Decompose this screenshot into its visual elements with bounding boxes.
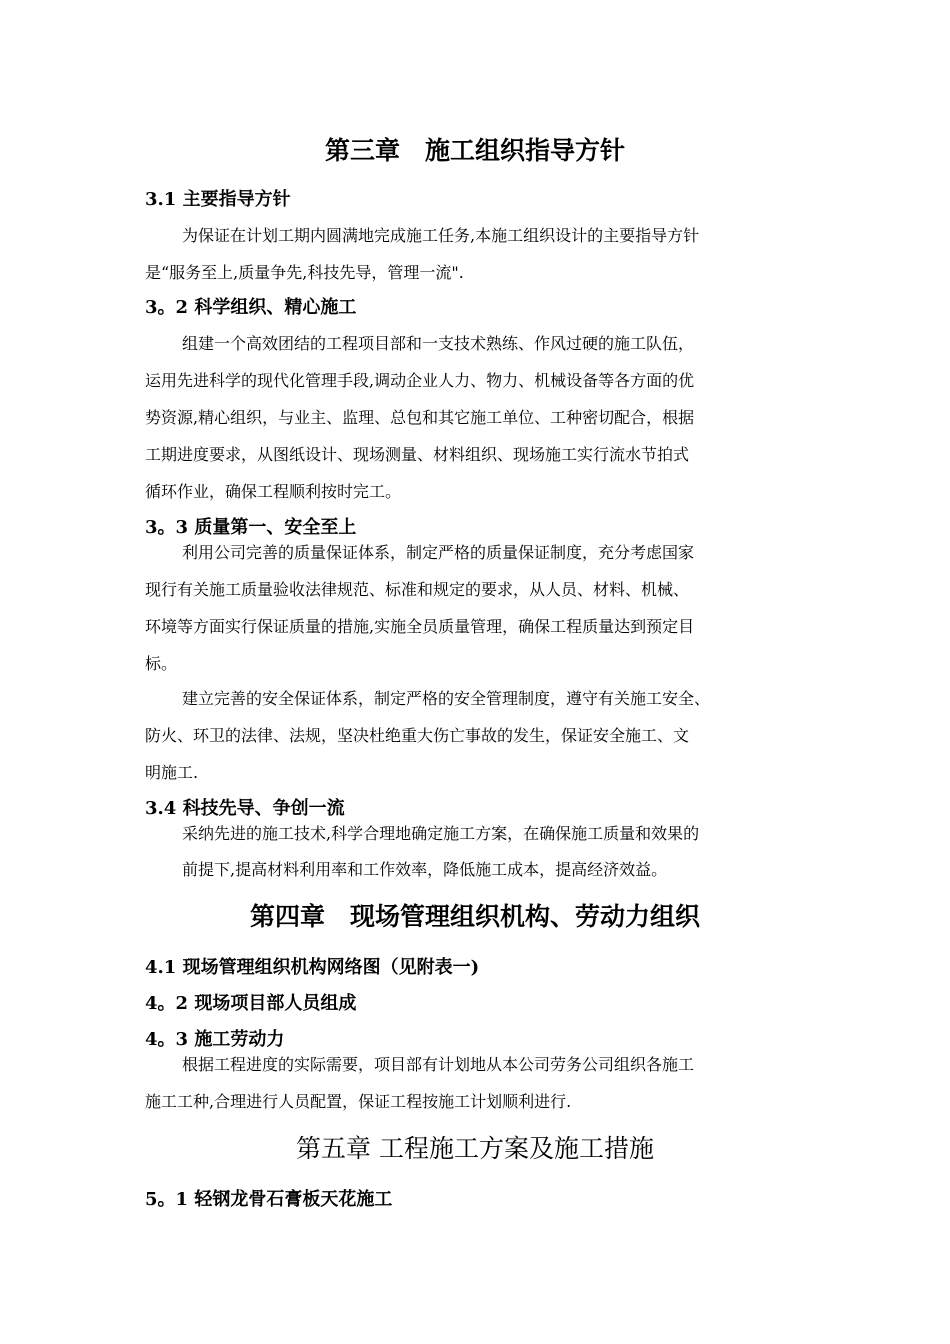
section-3-3-line: 现行有关施工质量验收法律规范、标准和规定的要求，从人员、材料、机械、 <box>145 580 690 599</box>
section-3-3-line: 环境等方面实行保证质量的措施,实施全员质量管理，确保工程质量达到预定目 <box>145 617 695 636</box>
section-3-3-line: 利用公司完善的质量保证体系，制定严格的质量保证制度，充分考虑国家 <box>182 543 695 562</box>
section-3-4-line: 前提下,提高材料利用率和工作效率，降低施工成本，提高经济效益。 <box>182 860 668 879</box>
chapter3-title: 第三章 施工组织指导方针 <box>324 136 625 165</box>
section-3-4-heading: 3.4 科技先导、争创一流 <box>145 798 345 819</box>
section-3-1-line: 是“服务至上,质量争先,科技先导，管理一流". <box>145 263 464 282</box>
section-3-2-heading: 3。2 科学组织、精心施工 <box>145 297 357 318</box>
section-3-2-line: 运用先进科学的现代化管理手段,调动企业人力、物力、机械设备等各方面的优 <box>145 371 695 390</box>
section-3-2-line: 工期进度要求，从图纸设计、现场测量、材料组织、现场施工实行流水节拍式 <box>145 445 690 464</box>
section-3-3-line: 防火、环卫的法律、法规，坚决杜绝重大伤亡事故的发生，保证安全施工、文 <box>145 726 690 745</box>
section-3-2-line: 势资源,精心组织，与业主、监理、总包和其它施工单位、工种密切配合，根据 <box>145 408 695 427</box>
section-3-1-line: 为保证在计划工期内圆满地完成施工任务,本施工组织设计的主要指导方针 <box>182 226 700 245</box>
section-3-3-heading: 3。3 质量第一、安全至上 <box>145 517 357 538</box>
section-4-1-heading: 4.1 现场管理组织机构网络图（见附表一) <box>145 957 480 978</box>
chapter5-title: 第五章 工程施工方案及施工措施 <box>296 1134 654 1163</box>
section-3-1-heading: 3.1 主要指导方针 <box>145 189 291 210</box>
section-3-3-line: 建立完善的安全保证体系，制定严格的安全管理制度，遵守有关施工安全、 <box>182 689 711 708</box>
section-4-3-line: 施工工种,合理进行人员配置，保证工程按施工计划顺利进行. <box>145 1092 572 1111</box>
section-3-2-line: 循环作业，确保工程顺利按时完工。 <box>145 482 402 501</box>
chapter4-title: 第四章 现场管理组织机构、劳动力组织 <box>249 902 700 931</box>
section-3-2-line: 组建一个高效团结的工程项目部和一支技术熟练、作风过硬的施工队伍， <box>182 334 695 353</box>
section-3-3-line: 明施工. <box>145 763 199 782</box>
section-4-3-line: 根据工程进度的实际需要，项目部有计划地从本公司劳务公司组织各施工 <box>182 1055 695 1074</box>
section-3-3-line: 标。 <box>145 654 178 673</box>
section-3-4-line: 采纳先进的施工技术,科学合理地确定施工方案，在确保施工质量和效果的 <box>182 824 700 843</box>
section-5-1-heading: 5。1 轻钢龙骨石膏板天花施工 <box>145 1189 393 1210</box>
section-4-2-heading: 4。2 现场项目部人员组成 <box>145 993 357 1014</box>
section-4-3-heading: 4。3 施工劳动力 <box>145 1029 285 1050</box>
